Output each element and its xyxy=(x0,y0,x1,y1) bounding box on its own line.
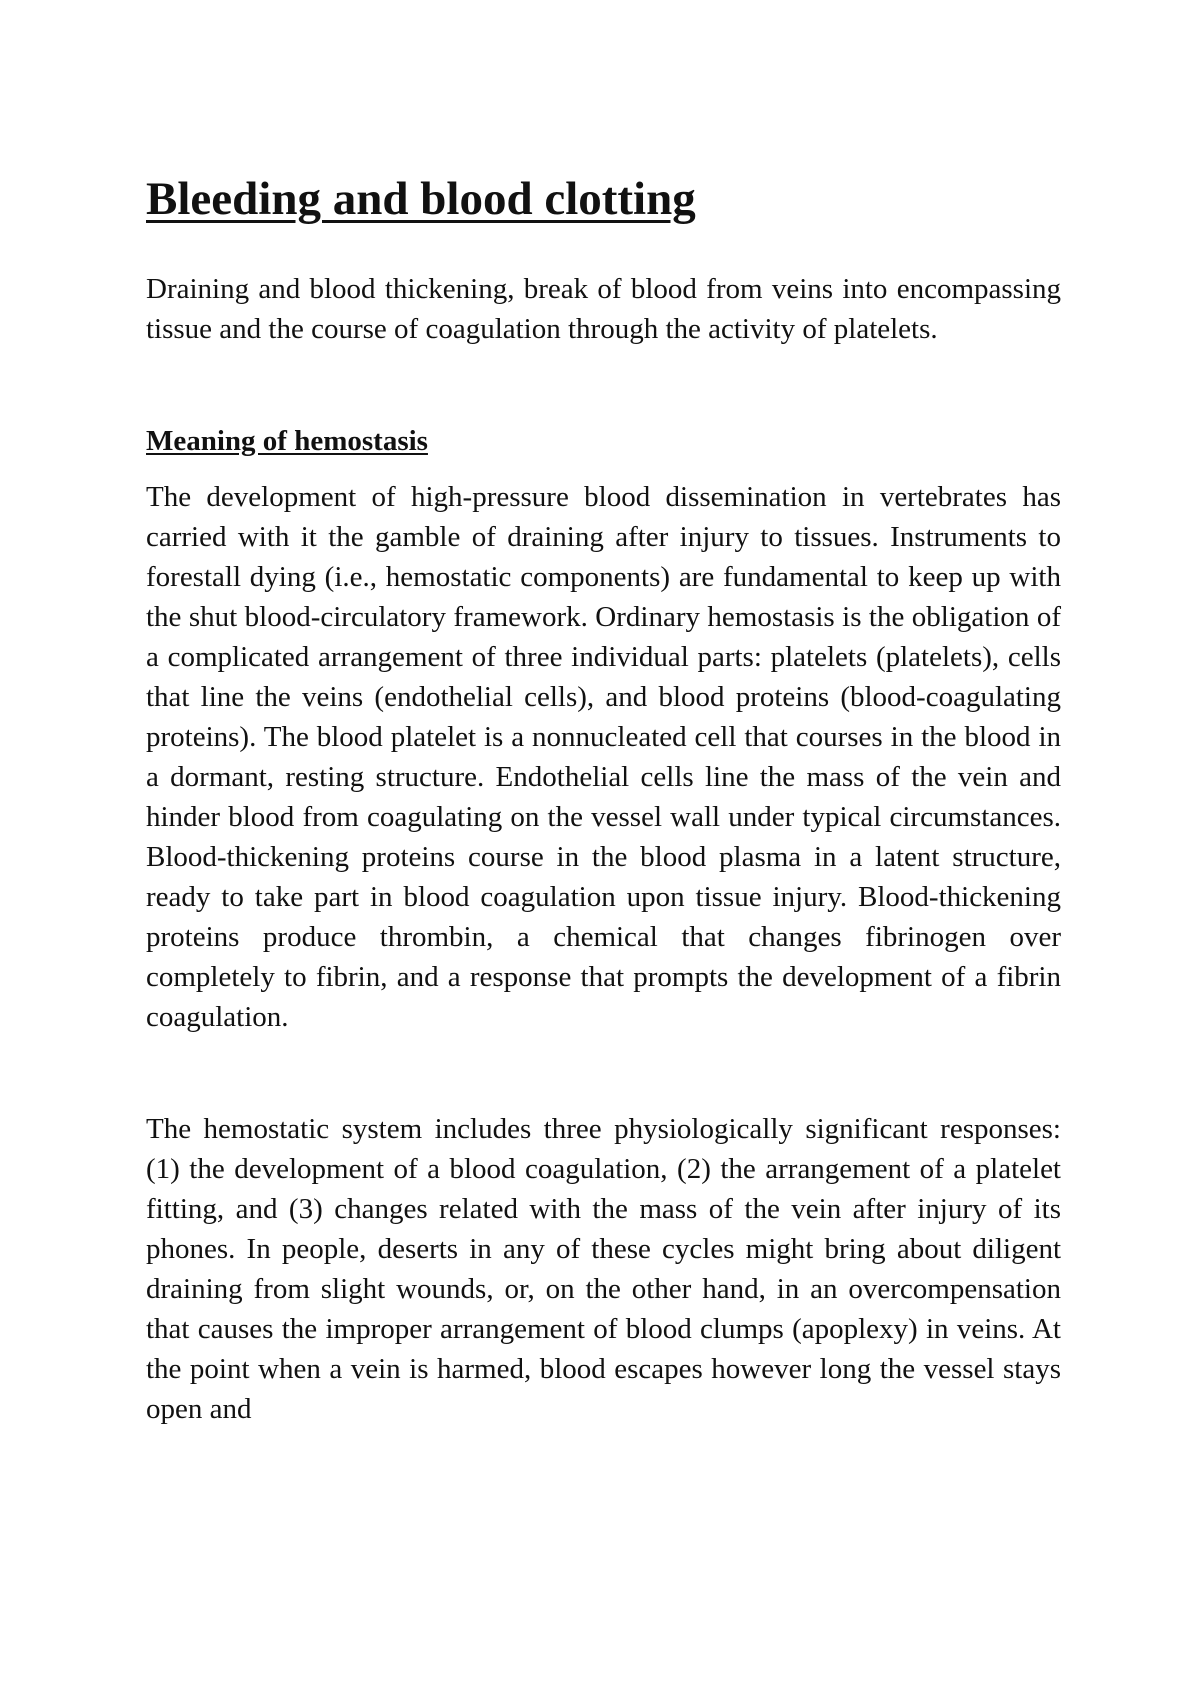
body-paragraph-2: The hemostatic system includes three physiologically significant responses: (1) the development of a blood coagulation, (2) the arrangement of a platelet fitting, and (3) changes related with the mass of the vein after injury of its phones. In people, deserts in any of these cycles might bring about diligent draining from slight wounds, or, on the other hand, in an overcompensation that causes the improper arrangement of blood clumps (apoplexy) in veins. At the point when a vein is harmed, blood escapes however long the vessel stays open and xyxy=(146,1112,1061,1425)
intro-paragraph: Draining and blood thickening, break of blood from veins into encompassing tissue and the course of coagulation through the activity of platelets. xyxy=(146,272,1061,345)
document-title: Bleeding and blood clotting xyxy=(146,173,696,225)
section-heading: Meaning of hemostasis xyxy=(146,424,428,457)
body-paragraph-1: The development of high-pressure blood dissemination in vertebrates has carried with it the gamble of draining after injury to tissues. Instruments to forestall dying (i.e., hemostatic components) are fundamental to keep up with the shut blood-circulatory framework. Ordinary hemostasis is the obligation of a complicated arrangement of three individual parts: platelets (platelets), cells that line the veins (endothelial cells), and blood proteins (blood-coagulating proteins). The blood platelet is a nonnucleated cell that courses in the blood in a dormant, resting structure. Endothelial cells line the mass of the vein and hinder blood from coagulating on the vessel wall under typical circumstances. Blood-thickening proteins course in the blood plasma in a latent structure, ready to take part in blood coagulation upon tissue injury. Blood-thickening proteins produce thrombin, a chemical that changes fibrinogen over completely to fibrin, and a response that prompts the development of a fibrin coagulation. xyxy=(146,480,1061,1033)
document-page xyxy=(146,170,1061,1429)
